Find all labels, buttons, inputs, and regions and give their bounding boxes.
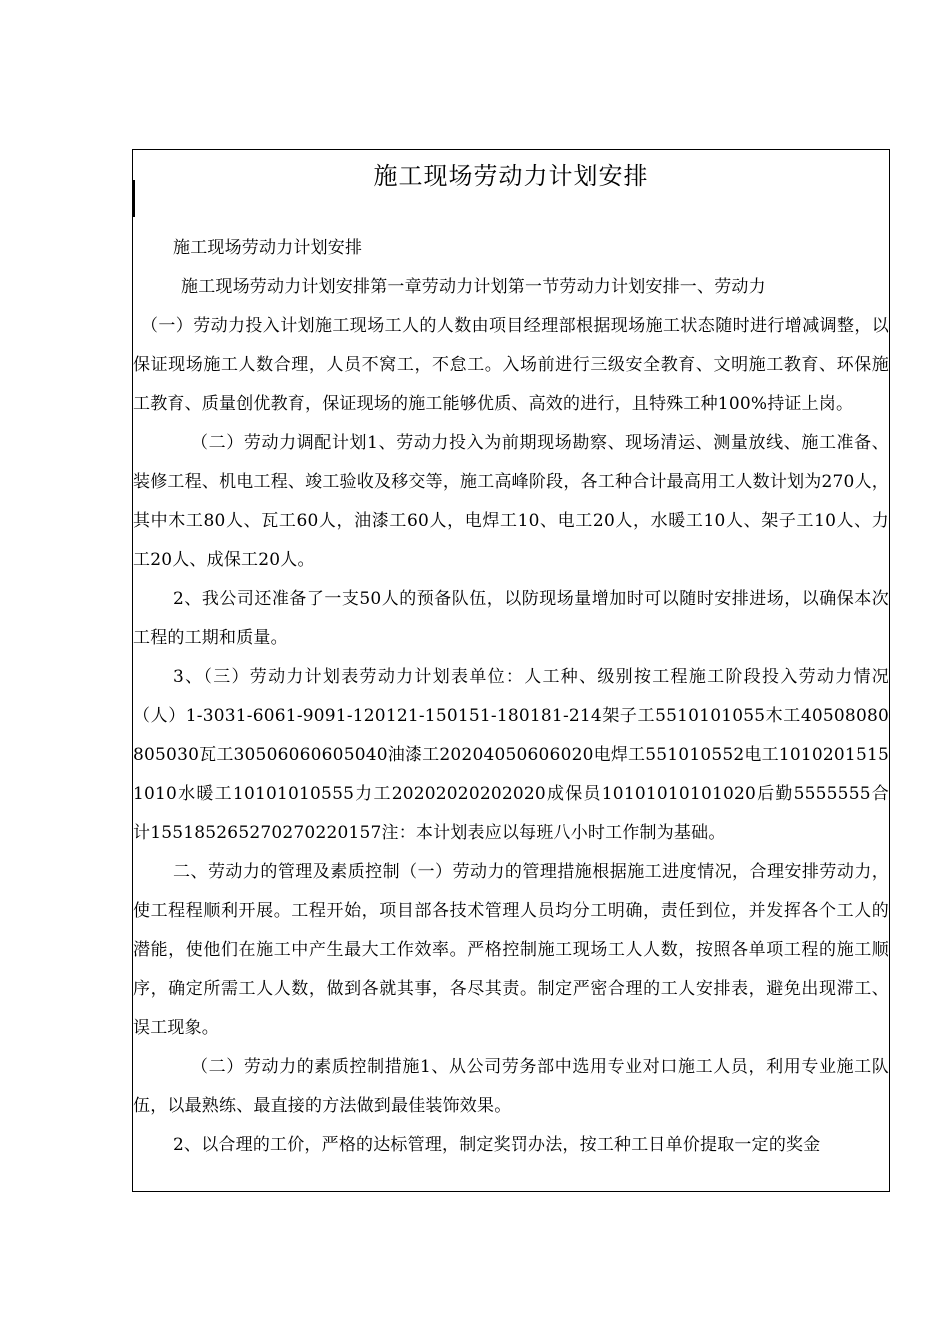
paragraph-quality-control: （二）劳动力的素质控制措施1、从公司劳务部中选用专业对口施工人员，利用专业施工队伍，以最熟练、最直接的方法做到最佳装饰效果。 [133, 1057, 889, 1116]
document-title: 施工现场劳动力计划安排 [373, 162, 649, 190]
paragraph-reserve-team: 2、我公司还准备了一支50人的预备队伍，以防现场量增加时可以随时安排进场，以确保本次工程的工期和质量。 [133, 589, 889, 648]
paragraph-chapter: 施工现场劳动力计划安排第一章劳动力计划第一节劳动力计划安排一、劳动力 [181, 277, 766, 297]
paragraph-labor-allocation: （二）劳动力调配计划1、劳动力投入为前期现场勘察、现场清运、测量放线、施工准备、装修工程、机电工程、竣工验收及移交等，施工高峰阶段，各工种合计最高用工人数计划为270人，其中木工80人、瓦工60人，油漆工60人，电焊工10、电工20人，水暖工10人、架子工10人、力工20人、成保工20人。 [133, 433, 889, 570]
title-cell [133, 150, 889, 217]
paragraph-labor-table: 3、（三）劳动力计划表劳动力计划表单位：人工种、级别按工程施工阶段投入劳动力情况（人）1-3031-6061-9091-120121-150151-180181-214架子工5510101055木工40508080805030瓦工30506060605040油漆工20204050606020电焊工551010552电工10102015151010水暖工10101010555力工20202020202020成保员10101010101020后勤5555555合计155185265270270220157注：本计划表应以每班八小时工作制为基础。 [133, 667, 889, 843]
document-frame [132, 149, 890, 1192]
paragraph-labor-management: 二、劳动力的管理及素质控制（一）劳动力的管理措施根据施工进度情况，合理安排劳动力，使工程程顺利开展。工程开始，项目部各技术管理人员均分工明确，责任到位，并发挥各个工人的潜能，使他们在施工中产生最大工作效率。严格控制施工现场工人人数，按照各单项工程的施工顺序，确定所需工人人数，做到各就其事，各尽其责。制定严密合理的工人安排表，避免出现滞工、误工现象。 [133, 862, 889, 1038]
section-heading: 施工现场劳动力计划安排 [173, 238, 363, 258]
document-body [133, 217, 889, 1165]
paragraph-labor-input: （一）劳动力投入计划施工现场工人的人数由项目经理部根据现场施工状态随时进行增减调整，以保证现场施工人数合理，人员不窝工，不怠工。入场前进行三级安全教育、文明施工教育、环保施工教育、质量创优教育，保证现场的施工能够优质、高效的进行，且特殊工种100%持证上岗。 [133, 316, 889, 414]
paragraph-wage-management: 2、以合理的工价，严格的达标管理，制定奖罚办法，按工种工日单价提取一定的奖金 [173, 1135, 821, 1155]
